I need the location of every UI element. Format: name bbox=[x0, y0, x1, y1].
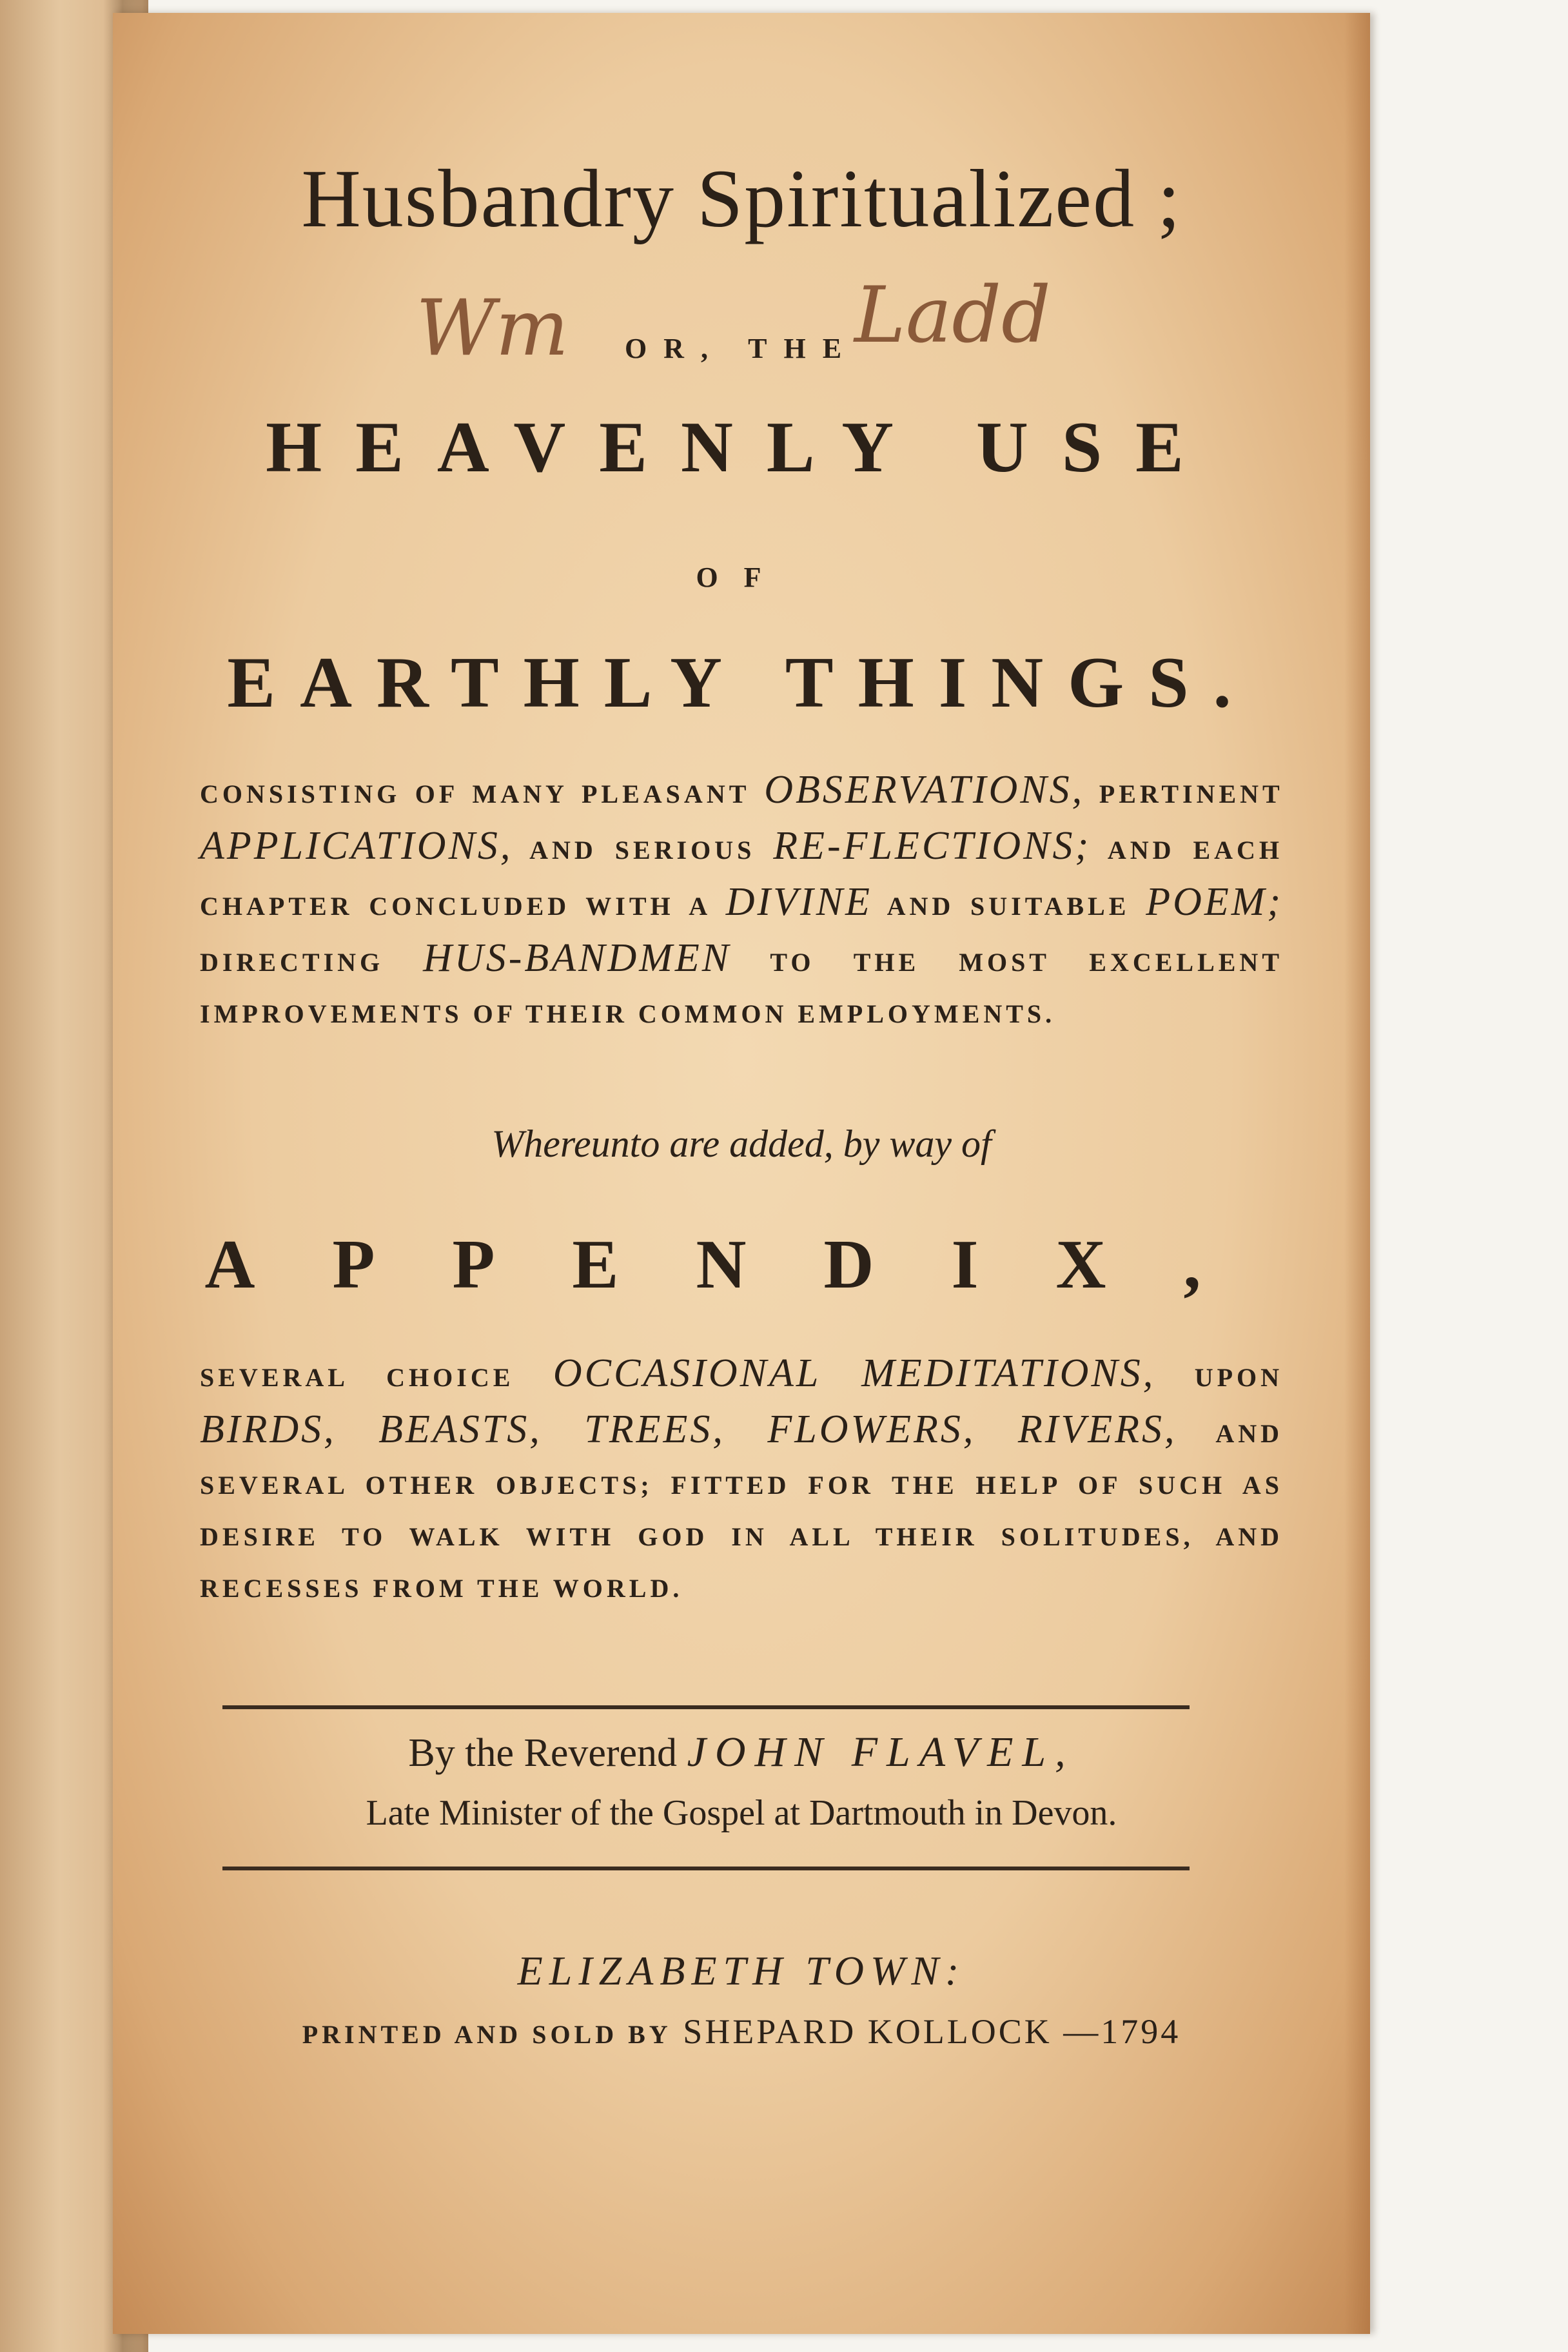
desc-italic: DIVINE bbox=[725, 880, 872, 924]
appendix-text: UPON bbox=[1194, 1363, 1284, 1392]
earthly-things-line: EARTHLY THINGS. bbox=[227, 643, 1256, 723]
author-line bbox=[113, 1728, 1370, 1777]
desc-text: AND EACH CHAPTER CONCLUDED WITH A bbox=[200, 836, 1284, 921]
appendix-text: AND SEVERAL OTHER OBJECTS; FITTED FOR THE HELP OF SUCH AS DESIRE TO WALK WITH GOD IN ALL THEIR SOLITUDES, AND RECESSES FROM THE WORLD. bbox=[200, 1419, 1283, 1603]
appendix-heading: APPENDIX, bbox=[204, 1226, 1279, 1303]
printer-year: —1794 bbox=[1063, 2012, 1181, 2051]
appendix-paragraph bbox=[200, 1348, 1283, 1614]
divider-rule-bottom bbox=[222, 1867, 1190, 1870]
desc-text: PERTINENT bbox=[1099, 779, 1284, 808]
or-the-line: OR, THE bbox=[624, 333, 859, 364]
desc-italic: POEM; bbox=[1146, 880, 1284, 924]
of-line: OF bbox=[696, 562, 787, 593]
imprint-place: ELIZABETH TOWN: bbox=[517, 1948, 966, 1994]
desc-italic: HUS-BANDMEN bbox=[423, 936, 732, 980]
desc-text: CONSISTING OF MANY PLEASANT bbox=[200, 779, 750, 808]
desc-italic: OBSERVATIONS, bbox=[764, 768, 1085, 812]
heavenly-use-line: HEAVENLY USE bbox=[266, 407, 1217, 487]
author-prefix: By the Reverend bbox=[408, 1731, 678, 1775]
desc-text: AND SERIOUS bbox=[529, 836, 756, 865]
imprint-printer bbox=[113, 2012, 1370, 2052]
appendix-italic: OCCASIONAL MEDITATIONS, bbox=[553, 1351, 1156, 1395]
author-name: JOHN FLAVEL, bbox=[687, 1729, 1075, 1776]
description-paragraph bbox=[200, 764, 1283, 1040]
printer-prefix: PRINTED AND SOLD BY bbox=[302, 2020, 672, 2049]
signature-first-name: Wm bbox=[416, 284, 569, 373]
desc-text: DIRECTING bbox=[200, 948, 384, 977]
desc-italic: RE-FLECTIONS; bbox=[773, 824, 1092, 868]
appendix-italic: BIRDS, BEASTS, TREES, FLOWERS, RIVERS, bbox=[200, 1407, 1177, 1451]
whereunto-line: Whereunto are added, by way of bbox=[491, 1122, 992, 1165]
appendix-text: SEVERAL CHOICE bbox=[200, 1363, 514, 1392]
desc-text: AND SUITABLE bbox=[887, 892, 1130, 921]
signature-last-name: Ladd bbox=[854, 271, 1051, 360]
title-page bbox=[113, 13, 1370, 2334]
book-title: Husbandry Spiritualized ; bbox=[301, 153, 1182, 244]
divider-rule-top bbox=[222, 1705, 1190, 1709]
author-description: Late Minister of the Gospel at Dartmouth in Devon. bbox=[366, 1793, 1117, 1833]
desc-text: TO THE MOST EXCELLENT IMPROVEMENTS OF THEIR COMMON EMPLOYMENTS. bbox=[200, 948, 1284, 1028]
desc-italic: APPLICATIONS, bbox=[200, 824, 513, 868]
printer-name: SHEPARD KOLLOCK bbox=[683, 2012, 1052, 2051]
